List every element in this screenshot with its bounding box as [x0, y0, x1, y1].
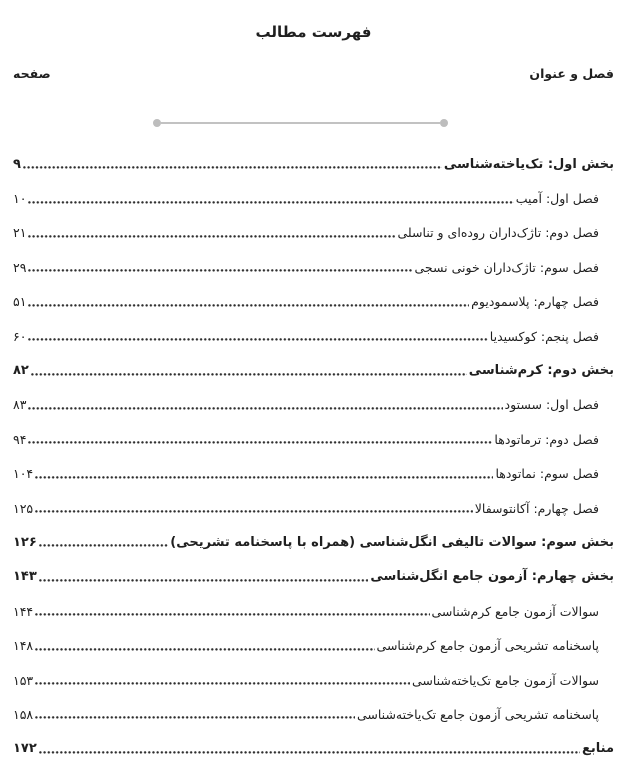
- toc-entry-page-number: ۸۲: [13, 363, 29, 379]
- toc-entry: [13, 422, 614, 456]
- toc-entry: [13, 388, 614, 422]
- toc-entry-page-number: ۲۹: [13, 259, 27, 275]
- toc-entry-page-number: ۱۵۳: [13, 672, 34, 688]
- toc-entry-page-number: ۱۴۳: [13, 569, 37, 585]
- toc-entry: [13, 628, 614, 662]
- toc-entry: [13, 353, 614, 387]
- dot-leader: [28, 441, 492, 445]
- toc-entry: [13, 697, 614, 731]
- dot-leader: [28, 338, 487, 342]
- dot-leader: [35, 613, 429, 617]
- divider-end-dot: [153, 119, 161, 127]
- dot-leader: [23, 166, 442, 170]
- toc-entry-page-number: ۱۰: [13, 191, 27, 207]
- toc-entry-title: فصل چهارم: آکانتوسفالا: [474, 500, 599, 516]
- toc-entry-title: فصل دوم: تاژک‌داران روده‌ای و تناسلی: [397, 225, 599, 241]
- toc-entry-page-number: ۱۷۲: [13, 741, 37, 757]
- divider-end-dot: [440, 119, 448, 127]
- toc-entry-page-number: ۶۰: [13, 328, 27, 344]
- toc-entry-title: فصل اول: سستود: [504, 397, 599, 413]
- toc-entry-page-number: ۱۴۸: [13, 638, 34, 654]
- toc-entry-page-number: ۱۴۴: [13, 603, 34, 619]
- toc-entry-page-number: ۱۵۸: [13, 706, 34, 722]
- toc-list: [13, 147, 614, 766]
- toc-entry-title: پاسخنامه تشریحی آزمون جامع کرم‌شناسی: [376, 638, 599, 654]
- column-headers: [13, 66, 614, 82]
- toc-entry: [13, 457, 614, 491]
- toc-entry: [13, 147, 614, 181]
- toc-entry-title: منابع: [582, 741, 614, 757]
- toc-entry-title: فصل چهارم: پلاسمودیوم: [471, 294, 599, 310]
- ornamental-divider: [153, 119, 448, 127]
- toc-entry-title: سوالات آزمون جامع کرم‌شناسی: [431, 603, 599, 619]
- toc-entry-page-number: ۹: [13, 156, 21, 172]
- dot-leader: [28, 304, 469, 308]
- toc-entry: [13, 525, 614, 559]
- column-header-page: صفحه: [13, 66, 51, 81]
- toc-entry-page-number: ۸۳: [13, 397, 27, 413]
- toc-entry-title: بخش اول: تک‌یاخته‌شناسی: [443, 156, 614, 172]
- toc-entry-page-number: ۱۰۴: [13, 466, 34, 482]
- toc-entry: [13, 491, 614, 525]
- toc-entry-title: پاسخنامه تشریحی آزمون جامع تک‌یاخته‌شناسی: [356, 706, 599, 722]
- dot-leader: [31, 373, 467, 377]
- toc-entry-page-number: ۵۱: [13, 294, 27, 310]
- dot-leader: [35, 476, 493, 480]
- toc-entry: [13, 181, 614, 215]
- dot-leader: [39, 579, 369, 583]
- toc-entry-title: فصل اول: آمیب: [515, 191, 599, 207]
- dot-leader: [35, 510, 473, 514]
- dot-leader: [28, 201, 513, 205]
- toc-entry-page-number: ۹۴: [13, 431, 27, 447]
- toc-entry-title: بخش سوم: سوالات تالیفی انگل‌شناسی (همراه با پاسخنامه تشریحی): [170, 534, 614, 550]
- toc-entry-title: بخش چهارم: آزمون جامع انگل‌شناسی: [370, 569, 614, 585]
- toc-entry: [13, 560, 614, 594]
- divider-line: [161, 122, 440, 125]
- toc-entry: [13, 250, 614, 284]
- dot-leader: [35, 682, 410, 686]
- toc-entry-title: بخش دوم: کرم‌شناسی: [468, 363, 614, 379]
- toc-entry: [13, 285, 614, 319]
- toc-entry: [13, 732, 614, 766]
- dot-leader: [28, 407, 502, 411]
- toc-entry-page-number: ۱۲۶: [13, 534, 37, 550]
- toc-entry-page-number: ۱۲۵: [13, 500, 34, 516]
- dot-leader: [28, 269, 412, 273]
- toc-entry-title: فصل دوم: ترماتودها: [494, 431, 599, 447]
- toc-entry-title: فصل پنجم: کوکسیدیا: [489, 328, 599, 344]
- toc-entry-title: فصل سوم: تاژک‌داران خونی نسجی: [414, 259, 599, 275]
- dot-leader: [39, 751, 580, 755]
- column-header-chapter-title: فصل و عنوان: [529, 66, 614, 81]
- toc-entry-title: فصل سوم: نماتودها: [495, 466, 599, 482]
- page-title: فهرست مطالب: [255, 23, 372, 41]
- toc-entry-page-number: ۲۱: [13, 225, 27, 241]
- dot-leader: [39, 544, 168, 548]
- toc-entry-title: سوالات آزمون جامع تک‌یاخته‌شناسی: [411, 672, 599, 688]
- dot-leader: [35, 648, 374, 652]
- toc-entry: [13, 594, 614, 628]
- toc-entry: [13, 216, 614, 250]
- toc-entry: [13, 319, 614, 353]
- dot-leader: [35, 716, 355, 720]
- toc-entry: [13, 663, 614, 697]
- dot-leader: [28, 235, 395, 239]
